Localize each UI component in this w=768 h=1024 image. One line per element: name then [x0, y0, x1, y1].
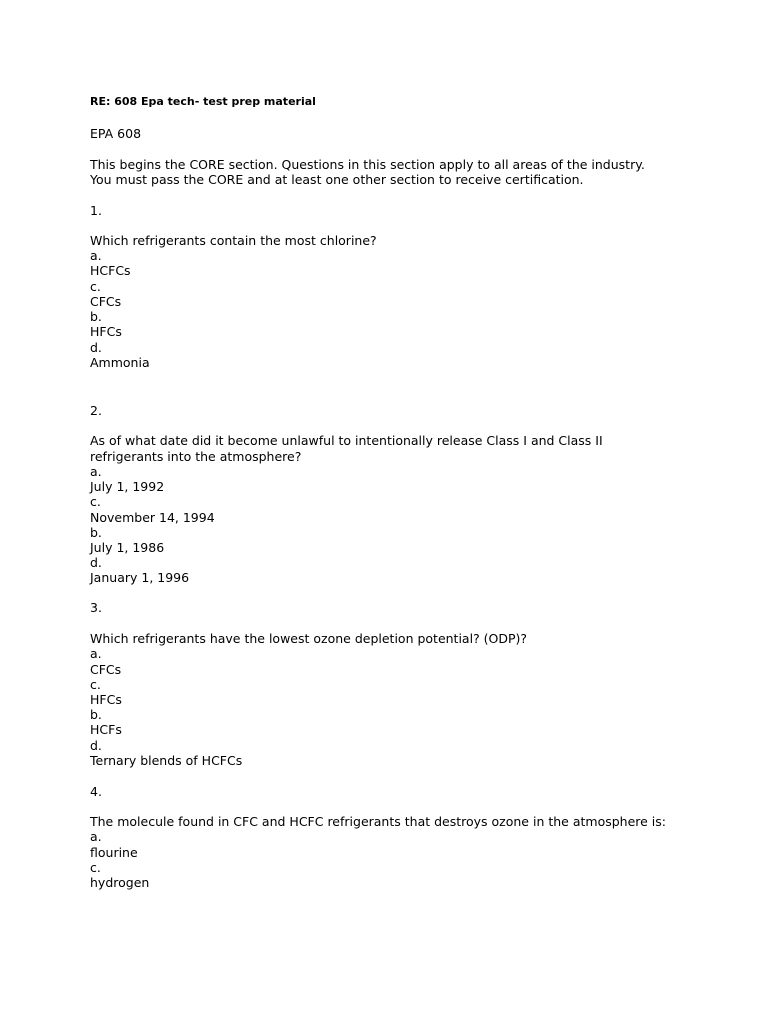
- question-text: refrigerants into the atmosphere?: [90, 449, 302, 464]
- option-letter: b.: [90, 309, 102, 324]
- option-text: HCFs: [90, 722, 122, 737]
- option-letter: a.: [90, 646, 102, 661]
- option-text: January 1, 1996: [90, 570, 190, 585]
- option-text: HCFCs: [90, 263, 131, 278]
- option-letter: c.: [90, 279, 101, 294]
- option-letter: d.: [90, 340, 102, 355]
- option-letter: c.: [90, 860, 101, 875]
- intro-line-2: You must pass the CORE and at least one other section to receive certification.: [90, 172, 584, 187]
- option-text: CFCs: [90, 662, 122, 677]
- option-text: HFCs: [90, 324, 122, 339]
- option-letter: a.: [90, 464, 102, 479]
- option-text: flourine: [90, 845, 138, 860]
- option-letter: c.: [90, 677, 101, 692]
- document-title: RE: 608 Epa tech- test prep material: [90, 95, 316, 108]
- document-heading: EPA 608: [90, 126, 142, 141]
- option-letter: c.: [90, 494, 101, 509]
- option-letter: d.: [90, 738, 102, 753]
- option-text: hydrogen: [90, 875, 150, 890]
- option-text: CFCs: [90, 294, 122, 309]
- option-text: July 1, 1986: [90, 540, 165, 555]
- option-letter: a.: [90, 829, 102, 844]
- question-text: Which refrigerants have the lowest ozone depletion potential? (ODP)?: [90, 631, 528, 646]
- question-number: 2.: [90, 403, 102, 418]
- question-number: 1.: [90, 203, 102, 218]
- option-letter: a.: [90, 248, 102, 263]
- question-number: 3.: [90, 600, 102, 615]
- question-text: As of what date did it become unlawful to intentionally release Class I and Class II: [90, 433, 603, 448]
- option-letter: d.: [90, 555, 102, 570]
- option-text: July 1, 1992: [90, 479, 165, 494]
- intro-line-1: This begins the CORE section. Questions in this section apply to all areas of the industry.: [90, 157, 645, 172]
- question-text: The molecule found in CFC and HCFC refrigerants that destroys ozone in the atmosphere is:: [90, 814, 667, 829]
- question-number: 4.: [90, 784, 102, 799]
- option-text: Ternary blends of HCFCs: [90, 753, 243, 768]
- option-text: November 14, 1994: [90, 510, 215, 525]
- option-letter: b.: [90, 525, 102, 540]
- option-text: HFCs: [90, 692, 122, 707]
- option-letter: b.: [90, 707, 102, 722]
- option-text: Ammonia: [90, 355, 150, 370]
- question-text: Which refrigerants contain the most chlorine?: [90, 233, 377, 248]
